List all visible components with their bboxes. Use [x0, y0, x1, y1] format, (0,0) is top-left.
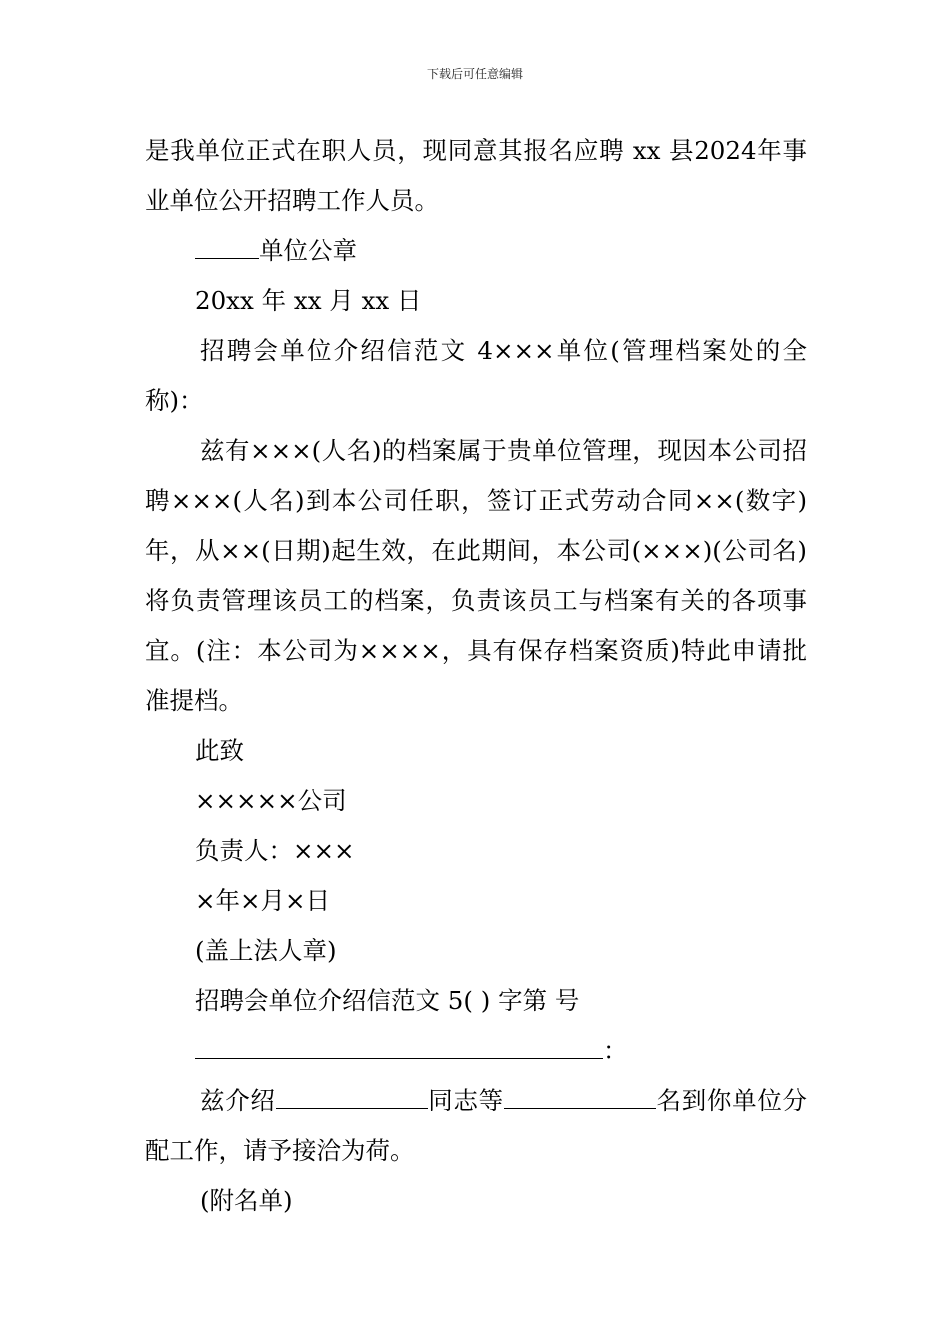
- paragraph-company: ×××××公司: [195, 786, 347, 815]
- intro-text-a: 兹介绍: [200, 1086, 276, 1115]
- intro-text-c: 名到你单位分配工作，请予接洽为荷。: [145, 1086, 808, 1165]
- paragraph-sign-date: ×年×月×日: [195, 886, 331, 915]
- blank-count: [504, 1078, 656, 1109]
- blank-recipient: [195, 1028, 603, 1059]
- paragraph-seal-note: (盖上法人章): [195, 936, 337, 965]
- paragraph-salutation: 此致: [195, 736, 244, 765]
- seal-label: 单位公章: [259, 236, 357, 265]
- paragraph-responsible-person: 负责人：×××: [195, 836, 355, 865]
- paragraph-recipient-line: [145, 1026, 807, 1076]
- paragraph-introduction: [145, 1076, 807, 1176]
- document-body: [145, 126, 807, 1226]
- paragraph-sample-4-body: 兹有×××(人名)的档案属于贵单位管理，现因本公司招聘×××(人名)到本公司任职，签订正式劳动合同××(数字)年，从××(日期)起生效，在此期间，本公司(×××)(公司名)将负责管理该员工的档案，负责该员工与档案有关的各项事宜。(注：本公司为××××，具有保存档案资质)特此申请批准提档。: [145, 436, 807, 715]
- intro-text-b: 同志等: [427, 1086, 504, 1115]
- blank-comrade-name: [276, 1078, 428, 1109]
- paragraph-date: 20xx 年 xx 月 xx 日: [195, 286, 422, 315]
- paragraph-confirmation: 是我单位正式在职人员，现同意其报名应聘 xx 县2024年事业单位公开招聘工作人员。: [145, 136, 807, 215]
- recipient-colon: ：: [603, 1036, 628, 1065]
- page-header-note: 下载后可任意编辑: [426, 67, 523, 81]
- paragraph-attachment: (附名单): [200, 1186, 293, 1215]
- paragraph-sample-5-title: 招聘会单位介绍信范文 5( ) 字第 号: [195, 986, 580, 1015]
- paragraph-sample-4-title: 招聘会单位介绍信范文 4×××单位(管理档案处的全称)：: [145, 336, 807, 415]
- paragraph-seal-line: [145, 226, 807, 276]
- blank-unit-name: [195, 228, 259, 259]
